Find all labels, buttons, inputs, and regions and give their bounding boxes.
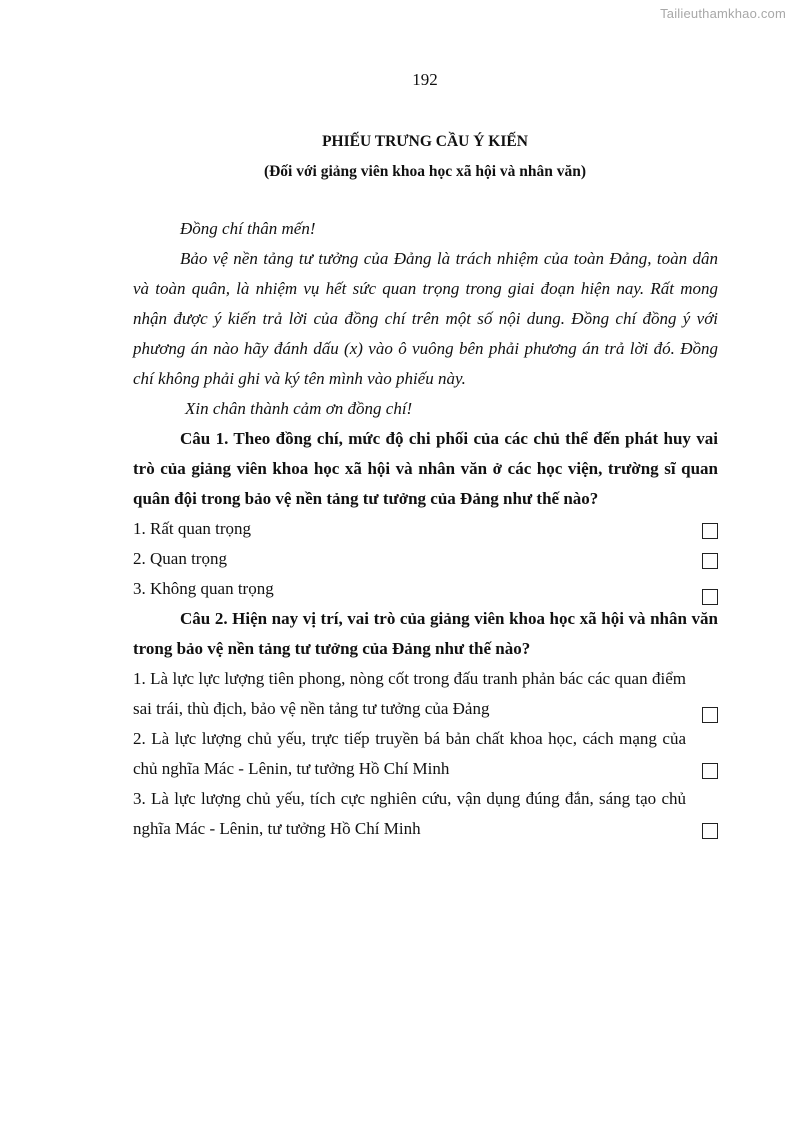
question-1-option-3 [133, 574, 718, 604]
question-2-option-3 [133, 784, 718, 844]
option-label: 3. Là lực lượng chủ yếu, tích cực nghiên cứu, vận dụng đúng đắn, sáng tạo chủ nghĩa Mác - Lênin, tư tưởng Hồ Chí Minh [133, 789, 686, 838]
survey-body [133, 214, 718, 844]
question-1: Câu 1. Theo đồng chí, mức độ chi phối của các chủ thể đến phát huy vai trò của giảng viên khoa học xã hội và nhân văn ở các học viện, trường sĩ quan quân đội trong bảo vệ nền tảng tư tưởng của Đảng như thế nào? [133, 429, 718, 508]
survey-subtitle: (Đối với giảng viên khoa học xã hội và nhân văn) [263, 163, 587, 180]
answer-checkbox[interactable] [702, 823, 718, 839]
survey-title: PHIẾU TRƯNG CẦU Ý KIẾN [322, 133, 528, 150]
answer-checkbox[interactable] [702, 553, 718, 569]
option-label: 3. Không quan trọng [133, 579, 274, 598]
question-1-option-2 [133, 544, 718, 574]
option-label: 1. Là lực lực lượng tiên phong, nòng cốt trong đấu tranh phản bác các quan điểm sai trái, thù địch, bảo vệ nền tảng tư tưởng của Đảng [133, 669, 686, 718]
option-label: 2. Quan trọng [133, 549, 227, 568]
option-label: 2. Là lực lượng chủ yếu, trực tiếp truyền bá bản chất khoa học, cách mạng của chủ nghĩa Mác - Lênin, tư tưởng Hồ Chí Minh [133, 729, 686, 778]
answer-checkbox[interactable] [702, 763, 718, 779]
thanks-line: Xin chân thành cảm ơn đồng chí! [185, 399, 413, 418]
greeting: Đồng chí thân mến! [180, 219, 316, 238]
question-1-option-1 [133, 514, 718, 544]
page-number: 192 [412, 70, 438, 89]
option-label: 1. Rất quan trọng [133, 519, 252, 538]
answer-checkbox[interactable] [702, 523, 718, 539]
answer-checkbox[interactable] [702, 707, 718, 723]
question-2-option-2 [133, 724, 718, 784]
question-2: Câu 2. Hiện nay vị trí, vai trò của giảng viên khoa học xã hội và nhân văn trong bảo vệ nền tảng tư tưởng của Đảng như thế nào? [133, 609, 718, 658]
watermark: Tailieuthamkhao.com [660, 6, 786, 21]
intro-paragraph: Bảo vệ nền tảng tư tưởng của Đảng là trách nhiệm của toàn Đảng, toàn dân và toàn quân, là nhiệm vụ hết sức quan trọng trong giai đoạn hiện nay. Rất mong nhận được ý kiến trả lời của đồng chí trên một số nội dung. Đồng chí đồng ý với phương án nào hãy đánh dấu (x) vào ô vuông bên phải phương án trả lời đó. Đồng chí không phải ghi và ký tên mình vào phiếu này. [133, 249, 718, 388]
answer-checkbox[interactable] [702, 589, 718, 605]
question-2-option-1 [133, 664, 718, 724]
